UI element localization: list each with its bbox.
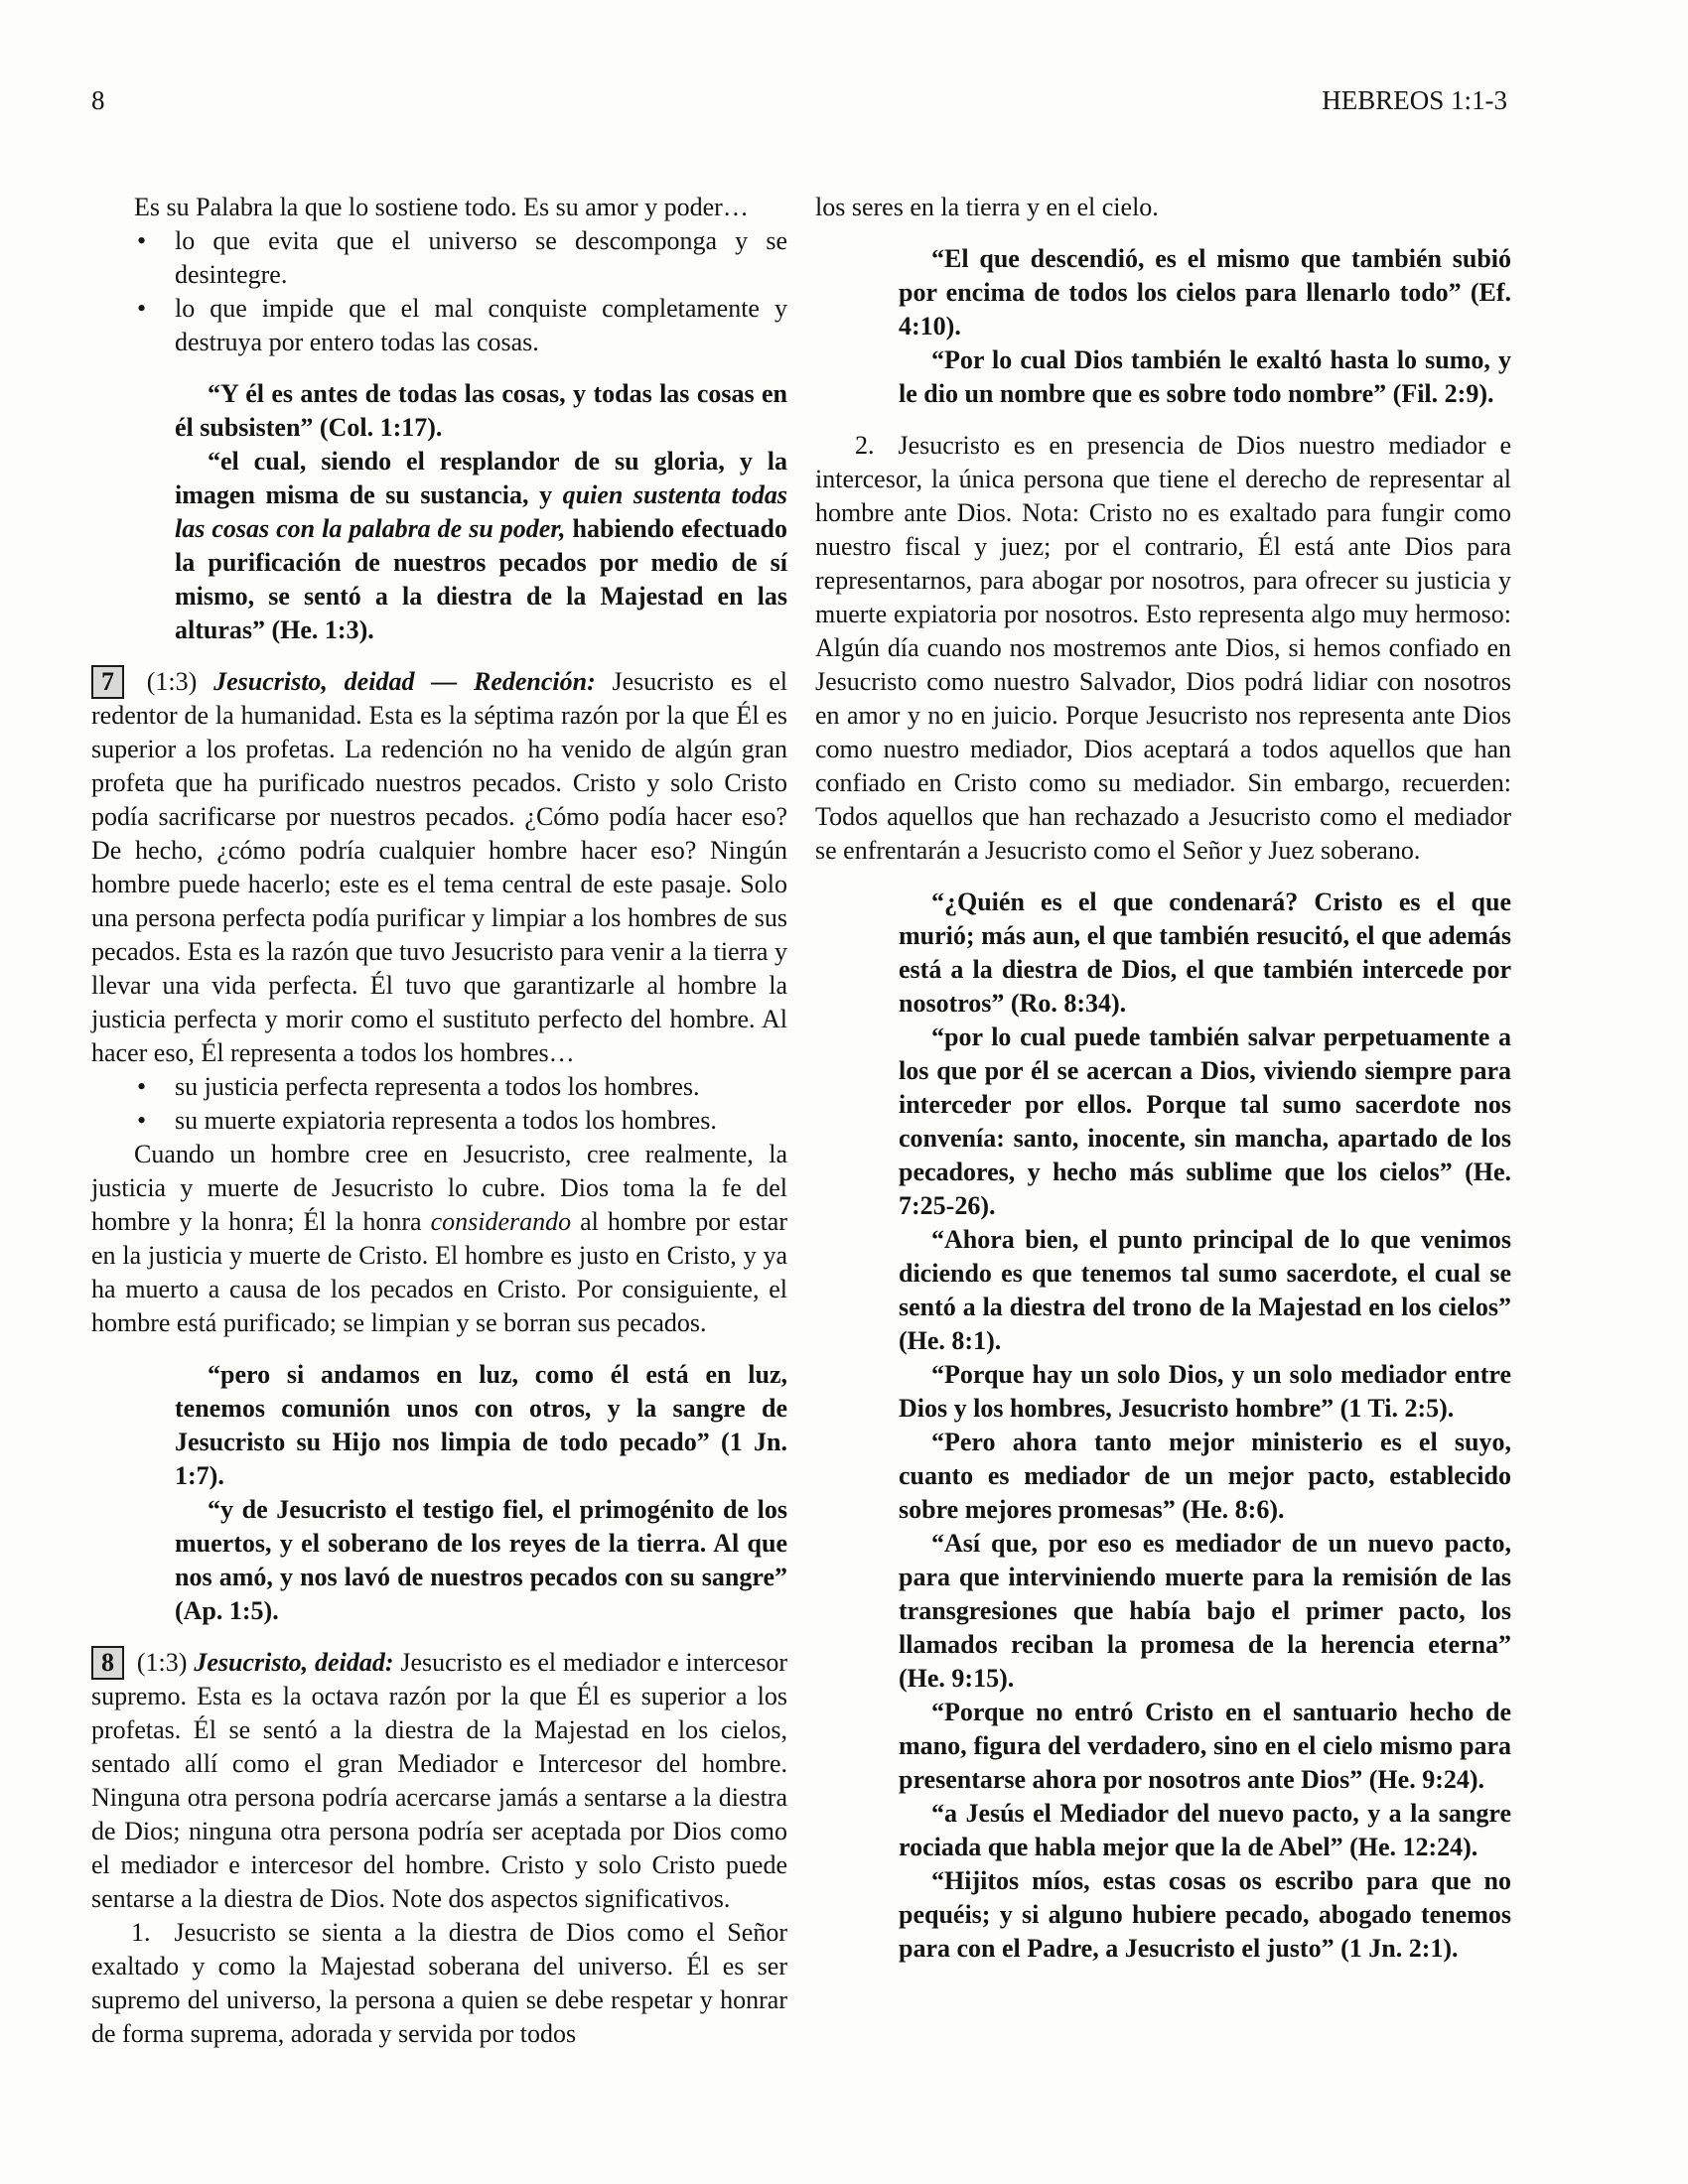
scripture-quote-he-9-24 — [815, 1696, 1511, 1797]
point-text: Jesucristo es el mediador e intercesor supremo. Esta es la octava razón por la que Él es superior a los profetas. Él se sentó a la diestra de la Majestad en los cielos, sentado allí como el gran Mediador e Intercesor del hombre. Ninguna otra persona podría acercarse jamás a sentarse a la diestra de Dios; ninguna otra persona podría ser aceptada por Dios como el mediador e intercesor del hombre. Cristo y solo Cristo puede sentarse a la diestra de Dios. Note dos aspectos significativos. — [91, 1648, 788, 1913]
quote-text: “Hijitos míos, estas cosas os escribo para que no pequéis; y si alguno hubiere pecado, abogado tenemos para con el Padre, a Jesucristo el justo” (1 Jn. 2:1). — [899, 1866, 1511, 1963]
bullet-text: lo que evita que el universo se descomponga y se desintegre. — [175, 226, 787, 289]
scripture-quote-he-8-1 — [815, 1223, 1511, 1358]
scripture-quote-group — [91, 1358, 787, 1628]
verse-reference: (1:3) — [146, 667, 198, 696]
scripture-quote-fil-2-9 — [815, 343, 1511, 411]
scripture-quote-ro-8-34 — [815, 886, 1511, 1021]
quote-text-italic: quien sustenta todas las cosas con la palabra de su poder, — [175, 480, 787, 543]
numbered-paragraph-2 — [815, 429, 1511, 868]
quote-text: “el cual, siendo el resplandor de su gloria, y la imagen misma de su sustancia, y — [175, 447, 787, 509]
paragraph-continuation — [815, 191, 1511, 224]
quote-text: “Porque hay un solo Dios, y un solo mediador entre Dios y los hombres, Jesucristo hombre” (1 Ti. 2:5). — [899, 1360, 1511, 1423]
scripture-quote-1-ti-2-5 — [815, 1358, 1511, 1426]
quote-text: “Por lo cual Dios también le exaltó hasta lo sumo, y le dio un nombre que es sobre todo nombre” (Fil. 2:9). — [899, 345, 1511, 408]
scripture-quote-1-jn-2-1 — [815, 1864, 1511, 1966]
scripture-quote-he-1-3 — [91, 445, 787, 647]
scripture-quote-group — [815, 886, 1511, 1966]
point-title: Jesucristo, deidad: — [194, 1648, 394, 1677]
quote-text: “Y él es antes de todas las cosas, y todas las cosas en él subsisten” (Col. 1:17). — [175, 379, 787, 442]
paragraph-cuando — [91, 1138, 787, 1340]
point-number-box: 8 — [91, 1646, 124, 1680]
bullet-item — [91, 292, 787, 359]
paragraph-text: Es su Palabra la que lo sostiene todo. Es su amor y poder… — [134, 193, 749, 221]
point-title: Jesucristo, deidad — Redención: — [213, 667, 596, 696]
paragraph-text: Jesucristo se sienta a la diestra de Dios como el Señor exaltado y como la Majestad soberana del universo. Él es ser supremo del universo, la persona a quien se debe respetar y honrar de forma suprema, adorada y servida por todos — [91, 1918, 787, 2048]
quote-text: “y de Jesucristo el testigo fiel, el primogénito de los muertos, y el soberano de los reyes de la tierra. Al que nos amó, y nos lavó de nuestros pecados con su sangre” (Ap. 1:5). — [175, 1495, 787, 1625]
paragraph-text: los seres en la tierra y en el cielo. — [815, 193, 1159, 221]
paragraph-intro — [91, 191, 787, 224]
scripture-quote-group — [91, 377, 787, 647]
bullet-text: su justicia perfecta representa a todos los hombres. — [175, 1072, 700, 1101]
page-header — [91, 85, 1507, 116]
verse-reference: (1:3) — [136, 1648, 188, 1677]
running-head: HEBREOS 1:1-3 — [1322, 85, 1507, 115]
paragraph-text: al hombre por estar en la justicia y muerte de Cristo. El hombre es justo en Cristo, y ya ha muerto a causa de los pecados en Cristo. Por consiguiente, el hombre está purificado; se limpian y se borran sus pecados. — [91, 1207, 787, 1337]
item-number: 1. — [131, 1918, 151, 1947]
bullet-item — [91, 224, 787, 292]
numbered-paragraph-1 — [91, 1916, 787, 2051]
quote-text: “El que descendió, es el mismo que también subió por encima de todos los cielos para llenarlo todo” (Ef. 4:10). — [899, 244, 1511, 341]
paragraph-text: Cuando un hombre cree en Jesucristo, cree realmente, la justicia y muerte de Jesucristo lo cubre. Dios toma la fe del hombre y la honra; Él la honra — [91, 1140, 787, 1236]
outline-point-8 — [91, 1646, 787, 1916]
bullet-text: su muerte expiatoria representa a todos los hombres. — [175, 1106, 717, 1135]
quote-text: “a Jesús el Mediador del nuevo pacto, y a la sangre rociada que habla mejor que la de Abel” (He. 12:24). — [899, 1799, 1511, 1861]
right-column — [815, 191, 1511, 2051]
point-number-box: 7 — [91, 665, 124, 699]
scripture-quote-ef-4-10 — [815, 242, 1511, 343]
paragraph-text: Jesucristo es en presencia de Dios nuestro mediador e intercesor, la única persona que tiene el derecho de representar al hombre ante Dios. Nota: Cristo no es exaltado para fungir como nuestro fiscal y juez; por el contrario, Él está ante Dios para representarnos, para abogar por nosotros, para ofrecer su justicia y muerte expiatoria por nosotros. Esto representa algo muy hermoso: Algún día cuando nos mostremos ante Dios, si hemos confiado en Jesucristo como nuestro Salvador, Dios podrá lidiar con nosotros en amor y no en juicio. Porque Jesucristo nos representa ante Dios como nuestro mediador, Dios aceptará a todos aquellos que han confiado en Cristo como su mediador. Sin embargo, recuerden: Todos aquellos que han rechazado a Jesucristo como el mediador se enfrentarán a Jesucristo como el Señor y Juez soberano. — [815, 431, 1511, 865]
left-column — [91, 191, 787, 2051]
scripture-quote-he-8-6 — [815, 1426, 1511, 1527]
quote-text: “Pero ahora tanto mejor ministerio es el suyo, cuanto es mediador de un mejor pacto, establecido sobre mejores promesas” (He. 8:6). — [899, 1428, 1511, 1524]
bullet-text: lo que impide que el mal conquiste completamente y destruya por entero todas las cosas. — [175, 294, 787, 356]
scripture-quote-he-7-25-26 — [815, 1021, 1511, 1223]
paragraph-text-italic: considerando — [430, 1207, 572, 1236]
scripture-quote-1-jn-1-7 — [91, 1358, 787, 1493]
quote-text: “pero si andamos en luz, como él está en luz, tenemos comunión unos con otros, y la sangre de Jesucristo su Hijo nos limpia de todo pecado” (1 Jn. 1:7). — [175, 1360, 787, 1490]
scripture-quote-col-1-17 — [91, 377, 787, 445]
scripture-quote-he-12-24 — [815, 1797, 1511, 1864]
quote-text: “Así que, por eso es mediador de un nuevo pacto, para que interviniendo muerte para la remisión de las transgresiones que había bajo el primer pacto, los llamados reciban la promesa de la herencia eterna” (He. 9:15). — [899, 1529, 1511, 1693]
outline-point-7 — [91, 665, 787, 1070]
quote-text: “Ahora bien, el punto principal de lo que venimos diciendo es que tenemos tal sumo sacerdote, el cual se sentó a la diestra del trono de la Majestad en los cielos” (He. 8:1). — [899, 1225, 1511, 1355]
scripture-quote-group — [815, 242, 1511, 411]
two-column-text — [91, 191, 1511, 2051]
quote-text: habiendo efectuado la purificación de nuestros pecados por medio de sí mismo, se sentó a la diestra de la Majestad en las alturas” (He. 1:3). — [175, 514, 787, 644]
scripture-quote-ap-1-5 — [91, 1493, 787, 1628]
quote-text: “¿Quién es el que condenará? Cristo es el que murió; más aun, el que también resucitó, el que además está a la diestra de Dios, el que también intercede por nosotros” (Ro. 8:34). — [899, 887, 1511, 1018]
quote-text: “Porque no entró Cristo en el santuario hecho de mano, figura del verdadero, sino en el cielo mismo para presentarse ahora por nosotros ante Dios” (He. 9:24). — [899, 1698, 1511, 1794]
bullet-item — [91, 1070, 787, 1104]
page-number: 8 — [91, 85, 105, 115]
point-text: Jesucristo es el redentor de la humanidad. Esta es la séptima razón por la que Él es superior a los profetas. La redención no ha venido de algún gran profeta que ha purificado nuestros pecados. Cristo y solo Cristo podía sacrificarse por nuestros pecados. ¿Cómo podía hacer eso? De hecho, ¿cómo podría cualquier hombre hacer eso? Ningún hombre puede hacerlo; este es el tema central de este pasaje. Solo una persona perfecta podía purificar y limpiar a los hombres de sus pecados. Esta es la razón que tuvo Jesucristo para venir a la tierra y llevar una vida perfecta. Él tuvo que garantizarle al hombre la justicia perfecta y morir como el sustituto perfecto del hombre. Al hacer eso, Él representa a todos los hombres… — [91, 667, 788, 1067]
quote-text: “por lo cual puede también salvar perpetuamente a los que por él se acercan a Dios, viviendo siempre para interceder por ellos. Porque tal sumo sacerdote nos convenía: santo, inocente, sin mancha, apartado de los pecadores, y hecho más sublime que los cielos” (He. 7:25-26). — [899, 1023, 1511, 1220]
item-number: 2. — [855, 431, 875, 460]
scripture-quote-he-9-15 — [815, 1527, 1511, 1696]
bullet-item — [91, 1104, 787, 1138]
